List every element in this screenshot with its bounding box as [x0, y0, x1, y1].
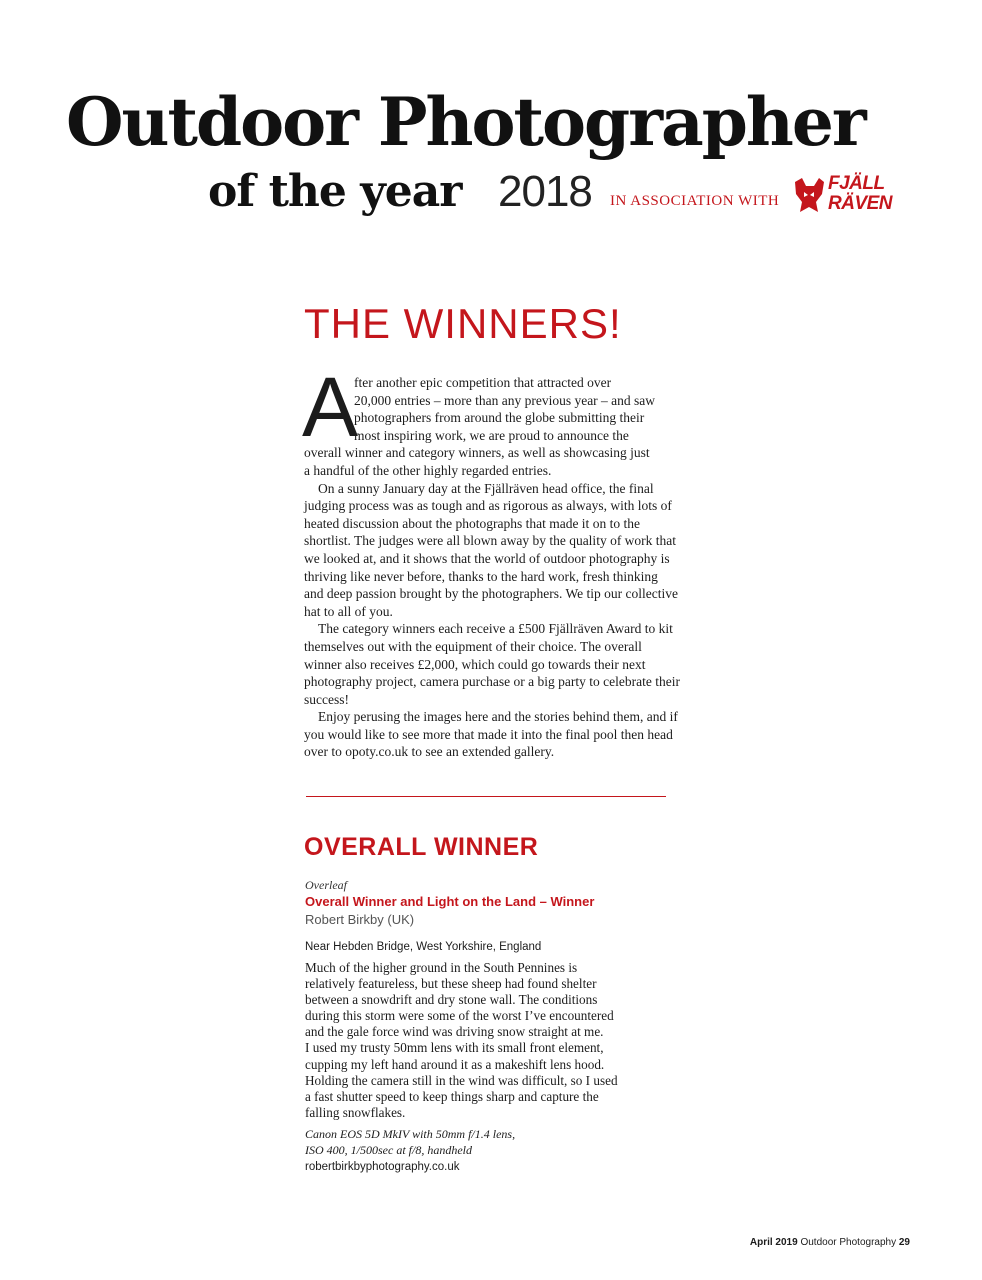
intro-line-1: fter another epic competition that attracted over: [354, 375, 612, 390]
camera-settings-line: ISO 400, 1/500sec at f/8, handheld: [305, 1143, 472, 1157]
issue-date: April 2019: [749, 1237, 798, 1248]
caption-line: a fast shutter speed to keep things sharp and capture the: [305, 1088, 599, 1104]
masthead-year: 2018: [498, 167, 592, 216]
page-folio: [750, 1237, 910, 1249]
page-number: 29: [898, 1237, 910, 1248]
intro-paragraph-3: The category winners each receive a £500 Fjällräven Award to kit themselves out with the equipment of their choice. The overall winner also receives £2,000, which could go towards their next photography project, camera purchase or a big party to celebrate their success!: [304, 621, 680, 707]
masthead-title: Outdoor Photographer: [66, 83, 865, 161]
intro-line-4: most inspiring work, we are proud to announce the: [354, 427, 629, 443]
masthead-subtitle: of the year: [208, 166, 462, 217]
section-divider: [306, 796, 666, 797]
intro-paragraph-2: On a sunny January day at the Fjällräven head office, the final judging process was as tough and as rigorous as always, with lots of heated discussion about the photographs that made it on to the shortlist. The judges were all blown away by the quality of work that we looked at, and it shows that the world of outdoor photography is thriving like never before, thanks to the hard work, fresh thinking and deep passion brought by the photographers. We tip our collective hat to all of you.: [304, 480, 678, 619]
intro-paragraph-4: Enjoy perusing the images here and the stories behind them, and if you would like to see more that made it into the final pool then head over to opoty.co.uk to see an extended gallery.: [304, 709, 678, 760]
caption-line: Much of the higher ground in the South Pennines is: [305, 960, 578, 975]
photographer-website: robertbirkbyphotography.co.uk: [305, 1161, 460, 1173]
caption-line: during this storm were some of the worst I’ve encountered: [305, 1008, 614, 1024]
caption-line: cupping my left hand around it as a makeshift lens hood.: [305, 1056, 605, 1072]
fox-logo-icon: [792, 176, 826, 214]
caption-line: falling snowflakes.: [305, 1104, 406, 1120]
caption-line: and the gale force wind was driving snow straight at me.: [305, 1024, 604, 1040]
intro-line-6: a handful of the other highly regarded entries.: [304, 462, 552, 478]
association-label: IN ASSOCIATION WITH: [610, 193, 780, 209]
intro-line-3: photographers from around the globe submitting their: [354, 410, 645, 426]
intro-line-2: 20,000 entries – more than any previous year – and saw: [354, 392, 656, 408]
photographer-name: Robert Birkby (UK): [305, 912, 415, 927]
camera-settings: [305, 1126, 515, 1158]
photo-caption: [305, 960, 650, 1121]
caption-line: between a snowdrift and dry stone wall. The conditions: [305, 992, 598, 1008]
intro-paragraph-1: [302, 360, 680, 480]
overleaf-label: Overleaf: [305, 878, 347, 892]
masthead: [0, 0, 982, 240]
sponsor-line-2: RÄVEN: [828, 193, 893, 214]
sponsor-line-1: FJÄLL: [828, 173, 885, 194]
sponsor-logo: [792, 174, 914, 216]
camera-settings-line: Canon EOS 5D MkIV with 50mm f/1.4 lens,: [305, 1127, 516, 1141]
caption-line: Holding the camera still in the wind was difficult, so I used: [305, 1072, 618, 1088]
intro-line-5: overall winner and category winners, as well as showcasing just: [304, 445, 650, 461]
award-title: Overall Winner and Light on the Land – Winner: [305, 894, 595, 909]
photo-location: Near Hebden Bridge, West Yorkshire, England: [305, 941, 542, 953]
drop-cap: A: [302, 360, 359, 454]
publication-name: Outdoor Photography: [800, 1237, 897, 1248]
caption-line: relatively featureless, but these sheep had found shelter: [305, 976, 597, 992]
caption-line: I used my trusty 50mm lens with its small front element,: [305, 1040, 604, 1056]
section-heading-winners: THE WINNERS!: [304, 300, 622, 347]
section-heading-overall-winner: OVERALL WINNER: [304, 833, 539, 861]
intro-article: [302, 360, 680, 761]
